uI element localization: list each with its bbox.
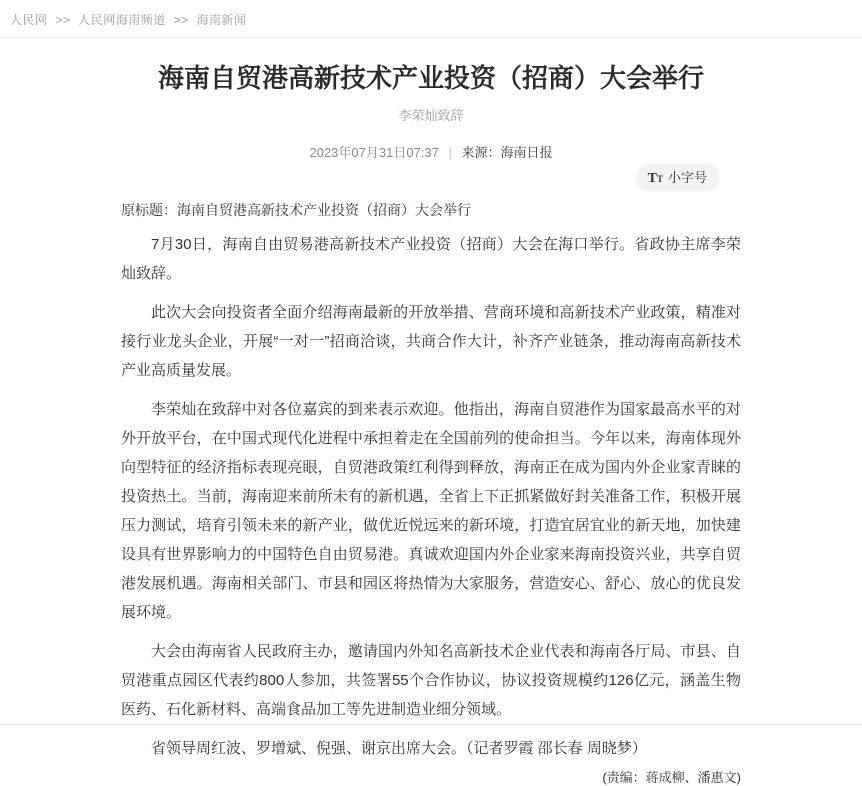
font-size-icon-small: T bbox=[656, 174, 663, 184]
paragraph: 此次大会向投资者全面介绍海南最新的开放举措、营商环境和高新技术产业政策，精准对接行业龙头企业，开展“一对一”招商洽谈，共商合作大计，补齐产业链条，推动海南高新技术产业高质量发展。 bbox=[121, 304, 741, 379]
source-link[interactable]: 来源：海南日报 bbox=[461, 145, 553, 160]
publish-date: 2023年07月31日07:37 bbox=[309, 145, 439, 160]
footer-divider bbox=[0, 724, 862, 725]
font-size-icon: T bbox=[647, 171, 657, 186]
font-size-button-label: 小字号 bbox=[667, 170, 707, 185]
article-meta bbox=[121, 142, 741, 161]
article-title: 海南自贸港高新技术产业投资（招商）大会举行 bbox=[157, 63, 704, 93]
header-divider bbox=[0, 37, 862, 38]
original-title: 原标题：海南自贸港高新技术产业投资（招商）大会举行 bbox=[121, 202, 471, 218]
article-body bbox=[121, 230, 741, 763]
breadcrumb-link-hainan-news[interactable]: 海南新闻 bbox=[196, 13, 247, 27]
article-content bbox=[121, 60, 741, 786]
breadcrumb-link-peoples-daily[interactable]: 人民网 bbox=[10, 13, 48, 27]
breadcrumb-separator: >> bbox=[55, 13, 71, 27]
meta-separator: | bbox=[448, 145, 452, 160]
breadcrumb bbox=[0, 0, 862, 37]
paragraph: 省领导周红波、罗增斌、倪强、谢京出席大会。（记者罗霞 邵长春 周晓梦） bbox=[151, 740, 647, 757]
font-size-button[interactable] bbox=[636, 164, 719, 191]
article-toolbar bbox=[121, 164, 741, 190]
paragraph: 大会由海南省人民政府主办，邀请国内外知名高新技术企业代表和海南各厅局、市县、自贸港重点园区代表约800人参加，共签署55个合作协议，协议投资规模约126亿元，涵盖生物医药、石化新材料、高端食品加工等先进制造业细分领域。 bbox=[121, 643, 741, 718]
paragraph: 7月30日，海南自由贸易港高新技术产业投资（招商）大会在海口举行。省政协主席李荣灿致辞。 bbox=[121, 236, 741, 282]
breadcrumb-separator: >> bbox=[173, 13, 189, 27]
editor-note: (责编：蒋成柳、潘惠文) bbox=[602, 770, 741, 785]
paragraph: 李荣灿在致辞中对各位嘉宾的到来表示欢迎。他指出，海南自贸港作为国家最高水平的对外开放平台，在中国式现代化进程中承担着走在全国前列的使命担当。今年以来，海南体现外向型特征的经济指标表现亮眼，自贸港政策红利得到释放，海南正在成为国内外企业家青睐的投资热土。当前，海南迎来前所未有的新机遇，全省上下正抓紧做好封关准备工作，积极开展压力测试，培育引领未来的新产业，做优近悦远来的新环境，打造宜居宜业的新天地，加快建设具有世界影响力的中国特色自由贸易港。真诚欢迎国内外企业家来海南投资兴业，共享自贸港发展机遇。海南相关部门、市县和园区将热情为大家服务，营造安心、舒心、放心的优良发展环境。 bbox=[121, 401, 741, 621]
breadcrumb-link-hainan-channel[interactable]: 人民网海南频道 bbox=[78, 13, 166, 27]
article-subtitle: 李荣灿致辞 bbox=[398, 108, 464, 123]
